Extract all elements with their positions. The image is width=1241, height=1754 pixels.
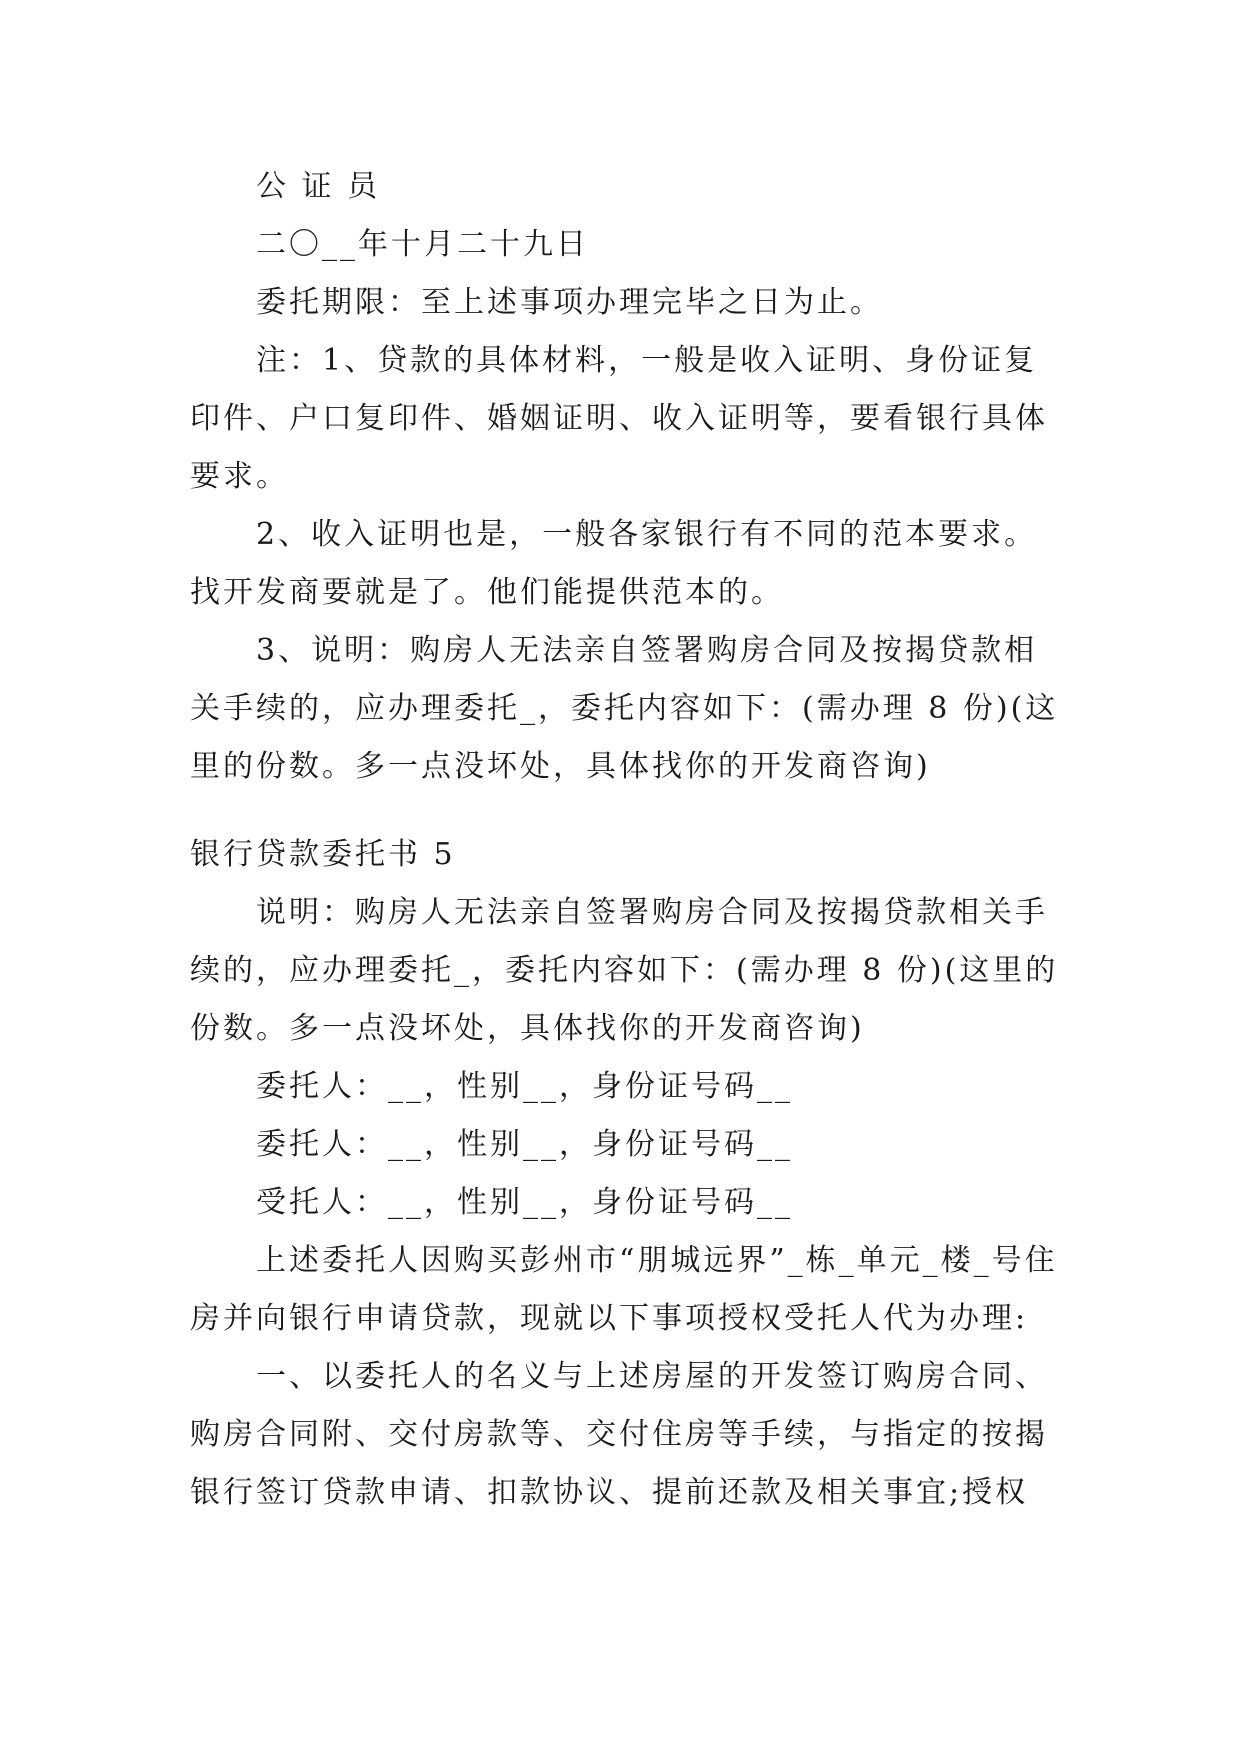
date-line: 二〇__年十月二十九日 (256, 227, 589, 262)
purpose-paragraph: 上述委托人因购买彭州市“朋城远界”_栋_单元_楼_号住房并向银行申请贷款，现就以下事项授权受托人代为办理: (190, 1243, 1058, 1336)
note-3: 3、说明：购房人无法亲自签署购房合同及按揭贷款相关手续的，应办理委托_，委托内容如下：(需办理 8 份)(这里的份数。多一点没坏处，具体找你的开发商咨询) (190, 633, 1059, 784)
principal-line-2: 委托人：__，性别__，身份证号码__ (256, 1127, 793, 1162)
agent-line: 受托人：__，性别__，身份证号码__ (256, 1185, 793, 1220)
note-2: 2、收入证明也是，一般各家银行有不同的范本要求。找开发商要就是了。他们能提供范本的。 (190, 517, 1038, 610)
note-1: 注：1、贷款的具体材料，一般是收入证明、身份证复印件、户口复印件、婚姻证明、收入证明等，要看银行具体要求。 (190, 343, 1048, 494)
clause-1: 一、以委托人的名义与上述房屋的开发签订购房合同、购房合同附、交付房款等、交付住房等手续，与指定的按揭银行签订贷款申请、扣款协议、提前还款及相关事宜;授权 (190, 1359, 1048, 1510)
document-body (190, 158, 1060, 1522)
notary-label: 公 证 员 (256, 169, 381, 204)
entrust-period: 委托期限：至上述事项办理完毕之日为止。 (256, 285, 883, 320)
section-title: 银行贷款委托书 5 (190, 837, 456, 872)
explanation-paragraph: 说明：购房人无法亲自签署购房合同及按揭贷款相关手续的，应办理委托_，委托内容如下：(需办理 8 份)(这里的份数。多一点没坏处，具体找你的开发商咨询) (190, 895, 1059, 1046)
principal-line-1: 委托人：__，性别__，身份证号码__ (256, 1069, 793, 1104)
